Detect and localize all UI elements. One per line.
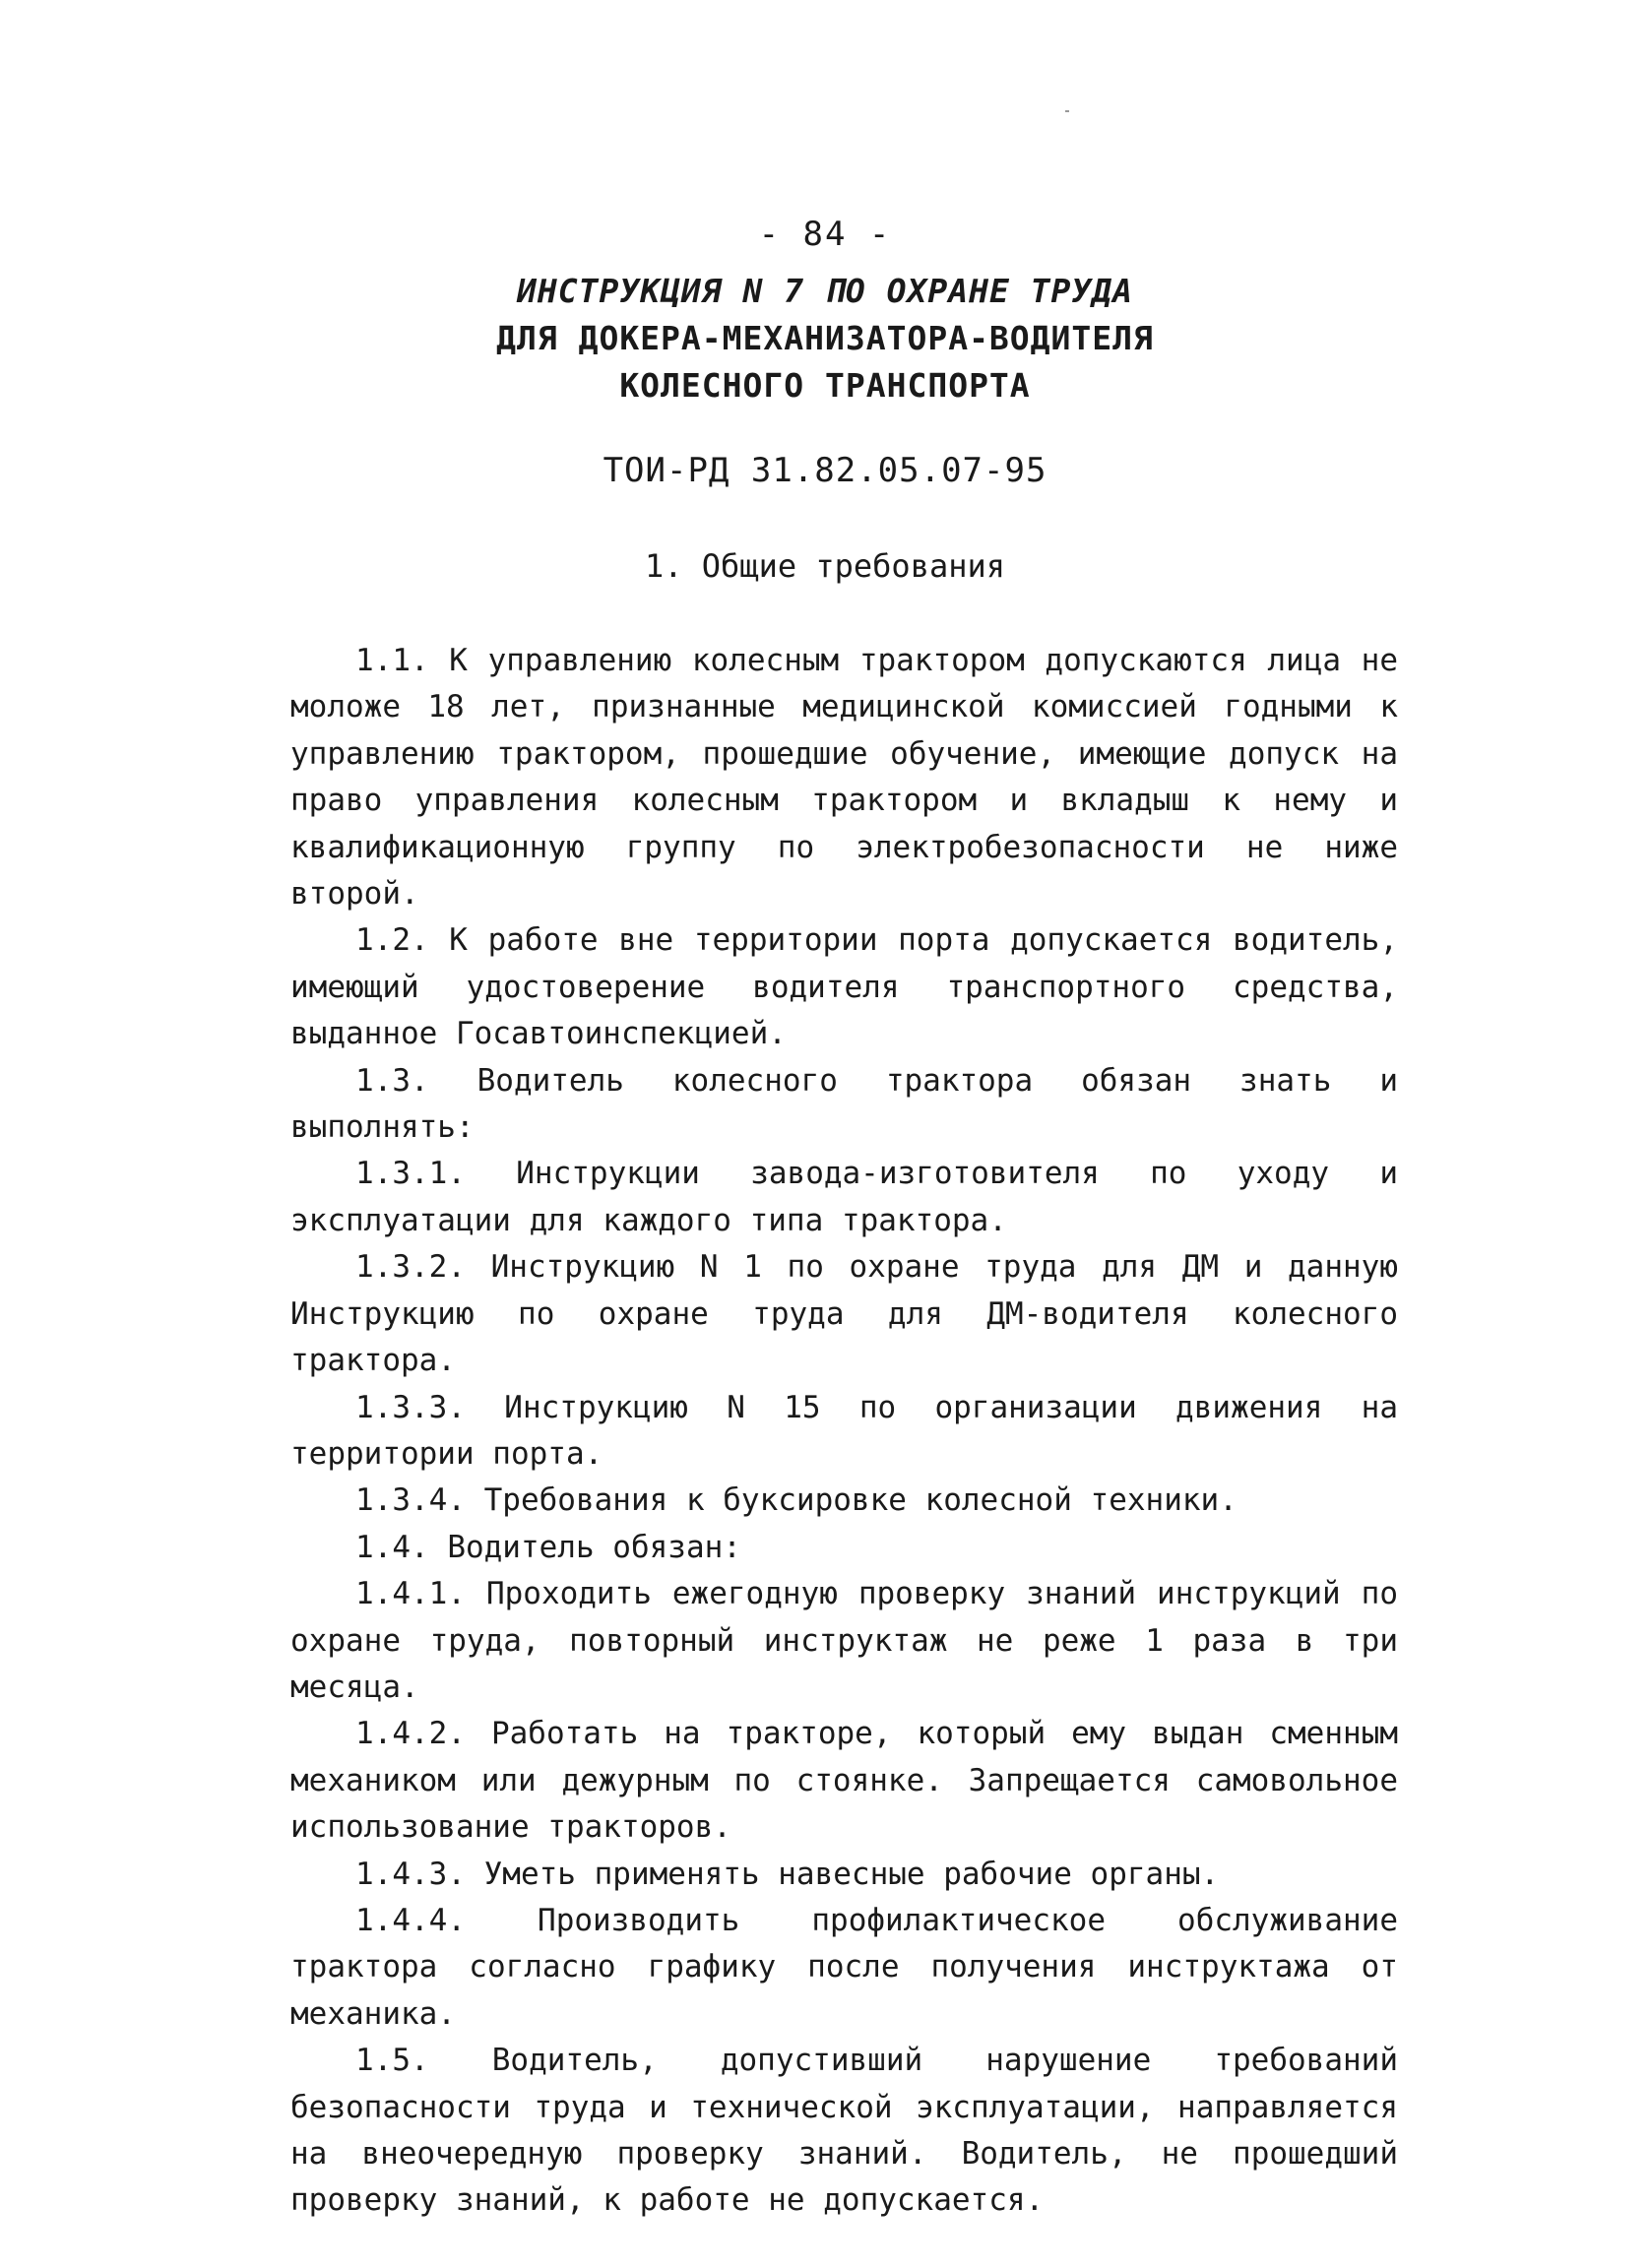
- paragraph-1-3: 1.3. Водитель колесного трактора обязан знать и выполнять:: [290, 1062, 1398, 1146]
- paragraph-1-4-2: 1.4.2. Работать на тракторе, который ему выдан сменным механиком или дежурным по стоянке. Запрещается самовольное использование тракторов.: [290, 1716, 1398, 1846]
- title-line-1: ИНСТРУКЦИЯ N 7 ПО ОХРАНЕ ТРУДА: [516, 272, 1134, 310]
- document-title: [0, 268, 1650, 410]
- title-line-2: ДЛЯ ДОКЕРА-МЕХАНИЗАТОРА-ВОДИТЕЛЯ: [496, 319, 1154, 357]
- paragraph-1-3-4: 1.3.4. Требования к буксировке колесной техники.: [355, 1482, 1238, 1519]
- paragraph-1-2: 1.2. К работе вне территории порта допускается водитель, имеющий удостоверение водителя транспортного средства, выданное Госавтоинспекцией.: [290, 922, 1398, 1052]
- document-code: ТОИ-РД 31.82.05.07-95: [603, 451, 1047, 490]
- paragraph-1-4-4: 1.4.4. Производить профилактическое обслуживание трактора согласно графику после получения инструктажа от механика.: [290, 1902, 1398, 2032]
- scan-speck: [1065, 110, 1069, 112]
- page-number: - 84 -: [758, 215, 892, 254]
- paragraph-1-3-2: 1.3.2. Инструкцию N 1 по охране труда для ДМ и данную Инструкцию по охране труда для ДМ-водителя колесного трактора.: [290, 1249, 1398, 1379]
- paragraph-1-4-3: 1.4.3. Уметь применять навесные рабочие органы.: [355, 1856, 1220, 1892]
- paragraph-1-5: 1.5. Водитель, допустивший нарушение требований безопасности труда и технической эксплуатации, направляется на внеочередную проверку знаний. Водитель, не прошедший проверку знаний, к работе не допускается.: [290, 2043, 1398, 2219]
- title-line-3: КОЛЕСНОГО ТРАНСПОРТА: [619, 366, 1031, 405]
- paragraph-1-3-3: 1.3.3. Инструкцию N 15 по организации движения на территории порта.: [290, 1389, 1398, 1472]
- paragraph-1-4: 1.4. Водитель обязан:: [355, 1529, 741, 1565]
- body-text: [290, 638, 1398, 2225]
- section-heading: 1. Общие требования: [644, 547, 1006, 585]
- paragraph-1-4-1: 1.4.1. Проходить ежегодную проверку знаний инструкций по охране труда, повторный инструктаж не реже 1 раза в три месяца.: [290, 1576, 1398, 1705]
- paragraph-1-3-1: 1.3.1. Инструкции завода-изготовителя по уходу и эксплуатации для каждого типа трактора.: [290, 1156, 1398, 1238]
- paragraph-1-1: 1.1. К управлению колесным трактором допускаются лица не моложе 18 лет, признанные медицинской комиссией годными к управлению трактором, прошедшие обучение, имеющие допуск на право управления колесным трактором и вкладыш к нему и квалификационную группу по электробезопасности не ниже второй.: [290, 643, 1398, 913]
